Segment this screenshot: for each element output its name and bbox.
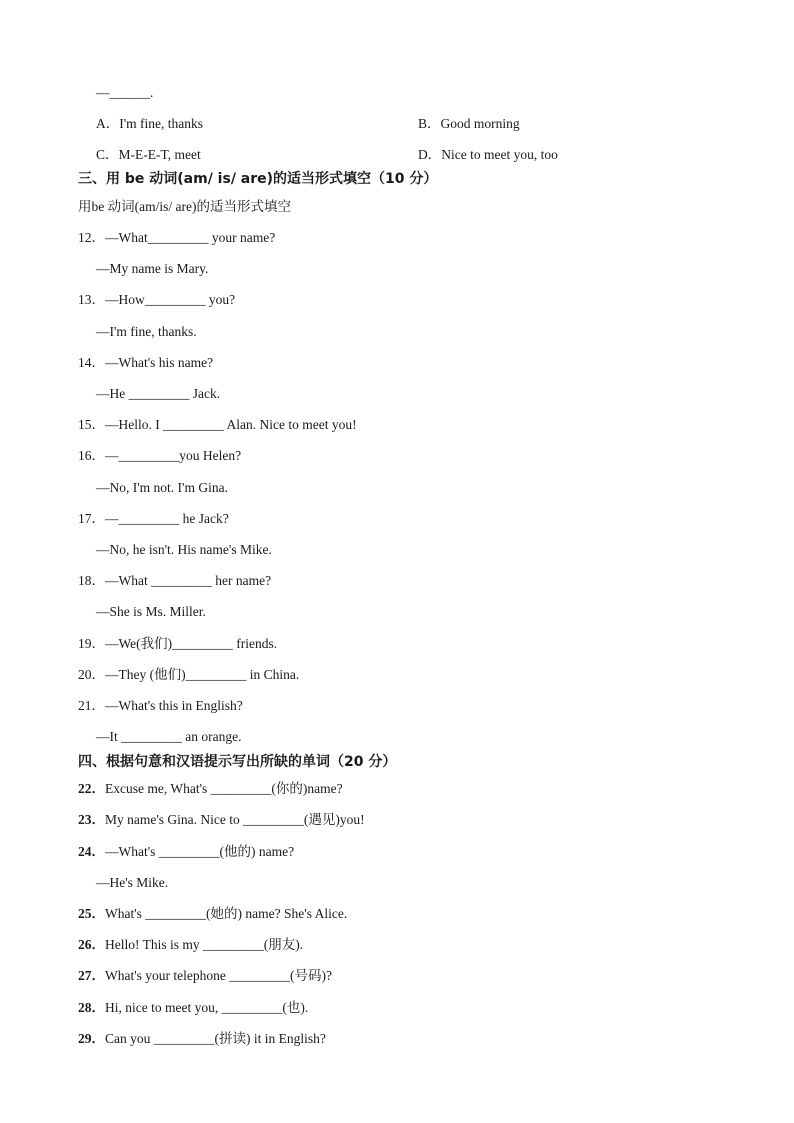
question-number: 26．: [78, 937, 105, 952]
q11-response-blank: —______.: [96, 85, 154, 100]
question-text: What's _________(她的) name? She's Alice.: [105, 906, 348, 921]
question-number: 17．: [78, 511, 105, 526]
question-number: 28．: [78, 1000, 105, 1015]
answer-14: —He _________ Jack.: [96, 386, 221, 401]
question-text: Excuse me, What's _________(你的)name?: [105, 781, 343, 796]
question-number: 16．: [78, 448, 105, 463]
question-number: 29．: [78, 1031, 105, 1046]
answer-24: —He's Mike.: [96, 875, 169, 890]
question-text: —We(我们)_________ friends.: [105, 636, 278, 651]
answer-17: —No, he isn't. His name's Mike.: [96, 542, 272, 557]
question-text: —_________you Helen?: [105, 448, 242, 463]
question-19: [78, 635, 277, 653]
question-14: [78, 354, 213, 372]
answer-18: —She is Ms. Miller.: [96, 604, 206, 619]
answer-21: —It _________ an orange.: [96, 729, 242, 744]
question-18: [78, 572, 271, 590]
question-text: Hi, nice to meet you, _________(也).: [105, 1000, 309, 1015]
question-number: 18．: [78, 573, 105, 588]
q11-option-b: B．Good morning: [418, 116, 520, 131]
question-number: 20．: [78, 667, 105, 682]
question-text: —How_________ you?: [105, 292, 236, 307]
question-text: —What's _________(他的) name?: [105, 844, 295, 859]
q11-option-d: D．Nice to meet you, too: [418, 147, 558, 162]
answer-13: —I'm fine, thanks.: [96, 324, 197, 339]
question-23: [78, 811, 365, 829]
question-number: 15．: [78, 417, 105, 432]
section3-instruction: 用be 动词(am/is/ are)的适当形式填空: [78, 199, 291, 214]
question-26: [78, 936, 303, 954]
question-text: —_________ he Jack?: [105, 511, 229, 526]
question-27: [78, 967, 332, 985]
section3-heading: 三、用 be 动词(am/ is/ are)的适当形式填空（10 分）: [78, 171, 438, 187]
question-text: —What _________ her name?: [105, 573, 272, 588]
question-number: 22．: [78, 781, 105, 796]
question-number: 13．: [78, 292, 105, 307]
question-text: —What's his name?: [105, 355, 214, 370]
question-20: [78, 666, 299, 684]
answer-16: —No, I'm not. I'm Gina.: [96, 480, 228, 495]
q11-option-c: C．M-E-E-T, meet: [96, 147, 201, 162]
question-number: 14．: [78, 355, 105, 370]
question-number: 19．: [78, 636, 105, 651]
question-text: Can you _________(拼读) it in English?: [105, 1031, 326, 1046]
question-text: —Hello. I _________ Alan. Nice to meet you!: [105, 417, 357, 432]
q11-option-a: A．I'm fine, thanks: [96, 116, 204, 131]
section4-heading: 四、根据句意和汉语提示写出所缺的单词（20 分）: [78, 754, 397, 770]
question-text: What's your telephone _________(号码)?: [105, 968, 333, 983]
question-text: —What_________ your name?: [105, 230, 276, 245]
question-text: —They (他们)_________ in China.: [105, 667, 300, 682]
question-22: [78, 780, 343, 798]
question-text: My name's Gina. Nice to _________(遇见)you!: [105, 812, 365, 827]
question-17: [78, 510, 229, 528]
question-number: 24．: [78, 844, 105, 859]
question-29: [78, 1030, 326, 1048]
question-28: [78, 999, 308, 1017]
question-15: [78, 416, 357, 434]
answer-12: —My name is Mary.: [96, 261, 209, 276]
question-24: [78, 843, 294, 861]
question-21: [78, 697, 243, 715]
question-16: [78, 447, 241, 465]
question-number: 12．: [78, 230, 105, 245]
question-25: [78, 905, 347, 923]
question-number: 21．: [78, 698, 105, 713]
question-number: 27．: [78, 968, 105, 983]
question-12: [78, 229, 275, 247]
question-13: [78, 291, 235, 309]
question-text: Hello! This is my _________(朋友).: [105, 937, 304, 952]
question-text: —What's this in English?: [105, 698, 243, 713]
question-number: 25．: [78, 906, 105, 921]
question-number: 23．: [78, 812, 105, 827]
